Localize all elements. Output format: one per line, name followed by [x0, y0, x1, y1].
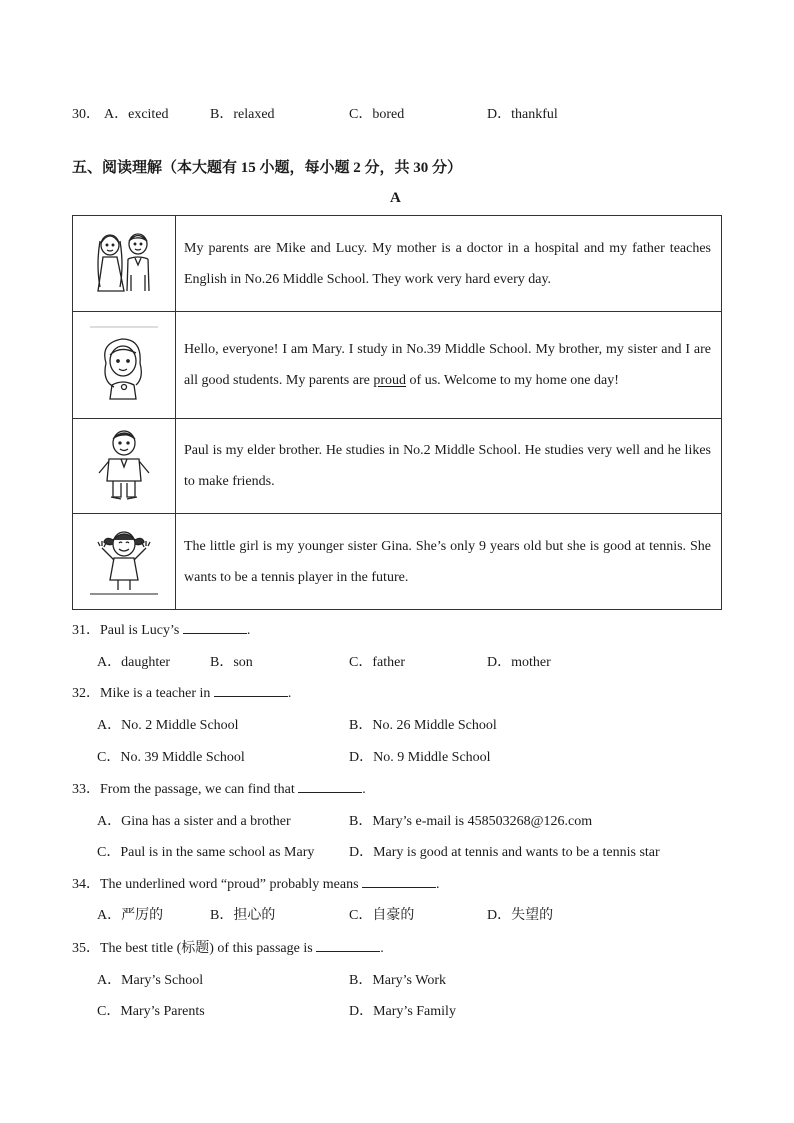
stem-text: 32．Mike is a teacher in	[72, 686, 211, 701]
question-stem: 34．The underlined word “proud” probably means .	[72, 877, 440, 892]
option-a: A．严厉的	[97, 908, 164, 923]
picture-cell	[73, 514, 176, 610]
option-b: B．担心的	[210, 908, 276, 923]
option-d: D．No. 9 Middle School	[349, 750, 491, 765]
picture-cell	[73, 419, 176, 514]
answer-blank	[362, 875, 436, 888]
option-c: C．自豪的	[349, 908, 415, 923]
row-text-part: of us. Welcome to my home one day!	[406, 373, 619, 388]
option-a: A．No. 2 Middle School	[97, 718, 239, 733]
underlined-word: proud	[373, 373, 407, 388]
table-row	[73, 419, 722, 514]
boy-paul-icon	[89, 425, 159, 503]
option-a: A．Mary’s School	[97, 973, 204, 988]
option-c: C．Paul is in the same school as Mary	[97, 845, 315, 860]
option-b: B．relaxed	[210, 107, 275, 122]
row-text	[176, 312, 722, 419]
stem-text: 33．From the passage, we can find that	[72, 782, 295, 797]
option-d: D．Mary is good at tennis and wants to be a tennis star	[349, 845, 660, 860]
question-stem: 31．Paul is Lucy’s .	[72, 623, 251, 638]
table-row	[73, 216, 722, 312]
option-d: D．失望的	[487, 908, 554, 923]
row-text-part: Hello, everyone! I am Mary. I study in No.39 Middle School. My brother, my sister and I are all good students. My parents are	[184, 342, 711, 388]
option-d: D．Mary’s Family	[349, 1004, 456, 1019]
option-b: B．Mary’s e-mail is 458503268@126.com	[349, 814, 593, 829]
option-d: D．mother	[487, 655, 551, 670]
table-row	[73, 514, 722, 610]
reading-table	[72, 215, 722, 610]
section-title: 五、阅读理解（本大题有 15 小题，每小题 2 分，共 30 分）	[72, 160, 463, 176]
row-text: The little girl is my younger sister Gina. She’s only 9 years old but she is good at tennis. She wants to be a tennis player in the future.	[176, 514, 722, 610]
option-b: B．son	[210, 655, 253, 670]
question-stem: 32．Mike is a teacher in .	[72, 686, 292, 701]
option-a: A．daughter	[97, 655, 171, 670]
passage-label: A	[390, 190, 401, 206]
answer-blank	[214, 684, 288, 697]
option-b: B．No. 26 Middle School	[349, 718, 497, 733]
little-girl-gina-icon	[84, 522, 164, 596]
option-c: C．Mary’s Parents	[97, 1004, 205, 1019]
stem-text: 31．Paul is Lucy’s	[72, 623, 180, 638]
couple-icon	[86, 225, 162, 297]
option-c: C．father	[349, 655, 405, 670]
option-b: B．Mary’s Work	[349, 973, 447, 988]
option-c: C．bored	[349, 107, 405, 122]
girl-mary-icon	[84, 323, 164, 403]
stem-text: 34．The underlined word “proud” probably means	[72, 877, 359, 892]
option-d: D．thankful	[487, 107, 558, 122]
row-text: My parents are Mike and Lucy. My mother is a doctor in a hospital and my father teaches English in No.26 Middle School. They work very hard every day.	[176, 216, 722, 312]
question-stem: 33．From the passage, we can find that .	[72, 782, 366, 797]
table-row	[73, 312, 722, 419]
option-c: C．No. 39 Middle School	[97, 750, 245, 765]
answer-blank	[316, 939, 380, 952]
picture-cell	[73, 312, 176, 419]
option-a: A．Gina has a sister and a brother	[97, 814, 291, 829]
question-stem: 35．The best title (标题) of this passage is .	[72, 941, 384, 956]
answer-blank	[298, 780, 362, 793]
picture-cell	[73, 216, 176, 312]
question-number: 30．	[72, 107, 100, 122]
stem-text: 35．The best title (标题) of this passage is	[72, 941, 313, 956]
row-text: Paul is my elder brother. He studies in No.2 Middle School. He studies very well and he likes to make friends.	[176, 419, 722, 514]
answer-blank	[183, 621, 247, 634]
option-a: A．excited	[104, 107, 169, 122]
